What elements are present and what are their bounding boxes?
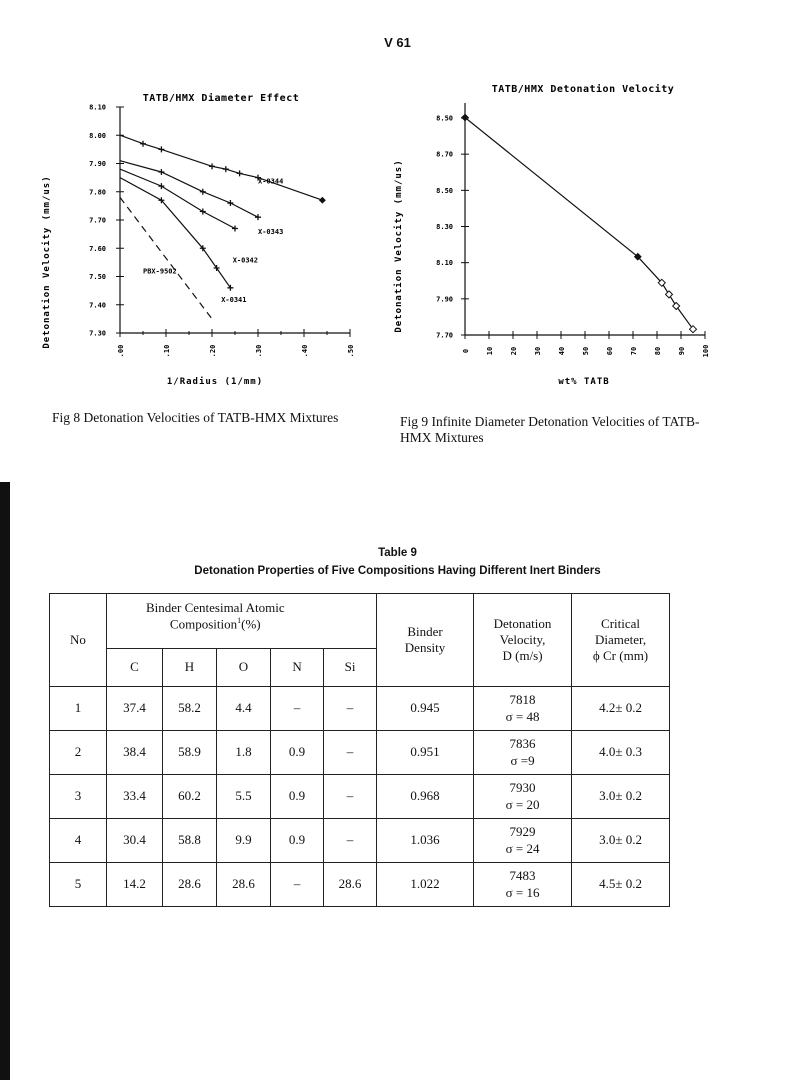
table-number: Table 9 xyxy=(378,547,417,559)
y-tick-label: 7.90 xyxy=(436,295,453,304)
cell-h: 28.6 xyxy=(163,863,217,907)
footnote-marker: 1 xyxy=(237,616,242,626)
cell-si: – xyxy=(324,775,377,819)
cell-h: 58.2 xyxy=(163,687,217,731)
y-tick-label: 8.30 xyxy=(436,223,453,231)
header-density-line1: Binder xyxy=(407,623,443,639)
header-binder-word: Composition xyxy=(169,616,238,632)
table-row xyxy=(50,731,670,775)
cell-critical: 4.0± 0.3 xyxy=(572,731,670,775)
header-h: H xyxy=(163,649,217,687)
header-o: O xyxy=(217,649,271,687)
cell-o: 4.4 xyxy=(217,687,271,731)
table-title: Detonation Properties of Five Compositions Having Different Inert Binders xyxy=(194,565,601,577)
x-axis-label: 1/Radius (1/mm) xyxy=(166,377,264,387)
page-number: V 61 xyxy=(384,35,411,50)
x-tick-label: .30 xyxy=(255,344,263,358)
table-row xyxy=(50,863,670,907)
cell-no: 5 xyxy=(50,863,107,907)
cell-h: 58.9 xyxy=(163,731,217,775)
y-tick-label: 8.10 xyxy=(436,259,453,268)
y-tick-label: 8.10 xyxy=(89,103,106,112)
figure-9-caption-text: Fig 9 Infinite Diameter Detonation Velocities of TATB-HMX Mixtures xyxy=(400,414,700,445)
x-tick-label: 60 xyxy=(606,346,614,356)
cell-o: 28.6 xyxy=(217,863,271,907)
header-velocity-line3: D (m/s) xyxy=(502,648,543,664)
series-x-0342 xyxy=(120,169,258,264)
x-tick-label: 90 xyxy=(678,346,686,356)
header-binder-unit: (%) xyxy=(241,616,261,632)
data-point xyxy=(232,225,238,231)
header-velocity-line2: Velocity, xyxy=(499,631,546,647)
header-binder-composition xyxy=(107,594,324,649)
velocity-value: 7930 xyxy=(509,780,536,796)
y-tick-label: 8.70 xyxy=(436,150,453,159)
cell-h: 60.2 xyxy=(163,775,217,819)
data-point xyxy=(140,141,146,147)
cell-c: 38.4 xyxy=(107,731,163,775)
data-point xyxy=(255,214,261,220)
cell-critical: 3.0± 0.2 xyxy=(572,819,670,863)
cell-density: 0.945 xyxy=(377,687,474,731)
x-tick-label: 20 xyxy=(510,346,518,356)
cell-si: – xyxy=(324,687,377,731)
cell-si: – xyxy=(324,819,377,863)
cell-velocity xyxy=(474,687,572,731)
header-n: N xyxy=(271,649,324,687)
figure-8-caption: Fig 8 Detonation Velocities of TATB-HMX Mixtures xyxy=(52,410,339,425)
velocity-value: 7836 xyxy=(509,736,536,752)
cell-critical: 4.5± 0.2 xyxy=(572,863,670,907)
series-x-0341 xyxy=(120,178,246,304)
y-axis-label: Detonation Velocity (mm/us) xyxy=(42,175,52,349)
cell-h: 58.8 xyxy=(163,819,217,863)
y-tick-label: 7.40 xyxy=(89,301,106,310)
header-critical-line3: ϕ Cr (mm) xyxy=(592,648,649,664)
cell-si: – xyxy=(324,731,377,775)
data-point xyxy=(209,163,215,169)
cell-n: 0.9 xyxy=(271,775,324,819)
series-label: X-0343 xyxy=(258,228,284,237)
x-tick-label: .50 xyxy=(347,344,355,358)
cell-o: 9.9 xyxy=(217,819,271,863)
series-label: X-0344 xyxy=(258,177,284,186)
x-tick-label: .20 xyxy=(209,344,217,358)
series-line xyxy=(120,135,322,200)
data-point xyxy=(237,170,243,176)
header-si: Si xyxy=(324,649,377,687)
cell-no: 1 xyxy=(50,687,107,731)
series-line xyxy=(465,118,693,330)
series-label: X-0341 xyxy=(221,295,247,304)
data-point xyxy=(227,200,233,206)
figure-9-caption xyxy=(400,414,700,446)
x-tick-label: 70 xyxy=(630,346,638,356)
cell-critical: 4.2± 0.2 xyxy=(572,687,670,731)
series-pbx-9502 xyxy=(120,197,212,319)
header-c: C xyxy=(107,649,163,687)
cell-no: 4 xyxy=(50,819,107,863)
x-tick-label: 80 xyxy=(654,346,662,356)
header-velocity-line1: Detonation xyxy=(493,615,552,631)
chart-title: TATB/HMX Diameter Effect xyxy=(142,93,300,104)
x-tick-label: .10 xyxy=(163,344,171,358)
x-tick-label: 0 xyxy=(462,348,470,354)
y-tick-label: 7.90 xyxy=(89,160,106,168)
x-tick-label: .40 xyxy=(301,344,309,358)
data-point xyxy=(158,183,164,189)
y-tick-label: 8.00 xyxy=(89,131,106,140)
cell-n: 0.9 xyxy=(271,819,324,863)
table-row xyxy=(50,819,670,863)
cell-si: 28.6 xyxy=(324,863,377,907)
y-tick-label: 7.70 xyxy=(89,216,106,225)
x-tick-label: 100 xyxy=(702,344,710,358)
velocity-sigma: σ = 16 xyxy=(505,884,540,900)
velocity-sigma: σ = 24 xyxy=(505,840,540,856)
header-binder-line1: Binder Centesimal Atomic xyxy=(145,600,285,615)
header-density xyxy=(377,594,474,687)
series-line xyxy=(120,197,212,319)
cell-c: 30.4 xyxy=(107,819,163,863)
header-critical-line1: Critical xyxy=(601,615,641,631)
chart-title: TATB/HMX Detonation Velocity xyxy=(491,84,675,95)
cell-density: 1.022 xyxy=(377,863,474,907)
figure-9-chart xyxy=(390,78,720,388)
header-binder-line2 xyxy=(107,616,324,633)
cell-velocity xyxy=(474,731,572,775)
x-tick-label: 50 xyxy=(582,346,590,356)
figure-8-chart xyxy=(25,85,365,395)
y-tick-label: 8.50 xyxy=(436,114,453,123)
cell-n: 0.9 xyxy=(271,731,324,775)
table-row xyxy=(50,775,670,819)
velocity-value: 7818 xyxy=(509,692,536,708)
cell-no: 2 xyxy=(50,731,107,775)
series-label: X-0342 xyxy=(232,256,258,265)
cell-density: 1.036 xyxy=(377,819,474,863)
table-row xyxy=(50,687,670,731)
cell-c: 37.4 xyxy=(107,687,163,731)
data-point xyxy=(200,189,206,195)
velocity-sigma: σ = 48 xyxy=(505,708,540,724)
x-axis-label: wt% TATB xyxy=(558,377,610,387)
header-critical-line2: Diameter, xyxy=(594,631,647,647)
cell-o: 1.8 xyxy=(217,731,271,775)
cell-c: 14.2 xyxy=(107,863,163,907)
x-tick-label: .00 xyxy=(117,344,125,358)
x-tick-label: 30 xyxy=(534,346,542,356)
data-point xyxy=(200,209,206,215)
velocity-value: 7929 xyxy=(509,824,536,840)
velocity-sigma: σ = 20 xyxy=(505,796,540,812)
cell-velocity xyxy=(474,863,572,907)
cell-velocity xyxy=(474,819,572,863)
series-label: PBX-9502 xyxy=(143,267,177,276)
cell-n: – xyxy=(271,687,324,731)
header-density-line2: Density xyxy=(404,640,446,655)
cell-density: 0.951 xyxy=(377,731,474,775)
data-point xyxy=(666,291,673,298)
series-infinite-diameter xyxy=(462,114,697,333)
data-point xyxy=(158,146,164,152)
velocity-sigma: σ =9 xyxy=(510,752,535,768)
cell-c: 33.4 xyxy=(107,775,163,819)
velocity-value: 7483 xyxy=(509,868,536,884)
series-x-0343 xyxy=(120,161,283,236)
data-point xyxy=(158,169,164,175)
header-binder-spacer xyxy=(324,594,377,649)
data-point xyxy=(223,166,229,172)
cell-n: – xyxy=(271,863,324,907)
cell-density: 0.968 xyxy=(377,775,474,819)
x-tick-label: 10 xyxy=(486,346,494,356)
y-tick-label: 8.50 xyxy=(436,186,453,195)
y-tick-label: 7.70 xyxy=(436,331,453,340)
header-critical xyxy=(572,594,670,687)
cell-critical: 3.0± 0.2 xyxy=(572,775,670,819)
table-header-row xyxy=(50,594,670,649)
cell-o: 5.5 xyxy=(217,775,271,819)
y-tick-label: 7.60 xyxy=(89,244,106,253)
data-point xyxy=(319,197,325,203)
x-tick-label: 40 xyxy=(558,346,566,356)
header-no: No xyxy=(50,594,107,687)
header-velocity xyxy=(474,594,572,687)
y-axis-label: Detonation Velocity (mm/us) xyxy=(394,159,404,333)
y-tick-label: 7.50 xyxy=(89,273,106,281)
properties-table xyxy=(49,593,670,907)
y-tick-label: 7.80 xyxy=(89,188,106,197)
cell-no: 3 xyxy=(50,775,107,819)
cell-velocity xyxy=(474,775,572,819)
y-tick-label: 7.30 xyxy=(89,329,106,338)
